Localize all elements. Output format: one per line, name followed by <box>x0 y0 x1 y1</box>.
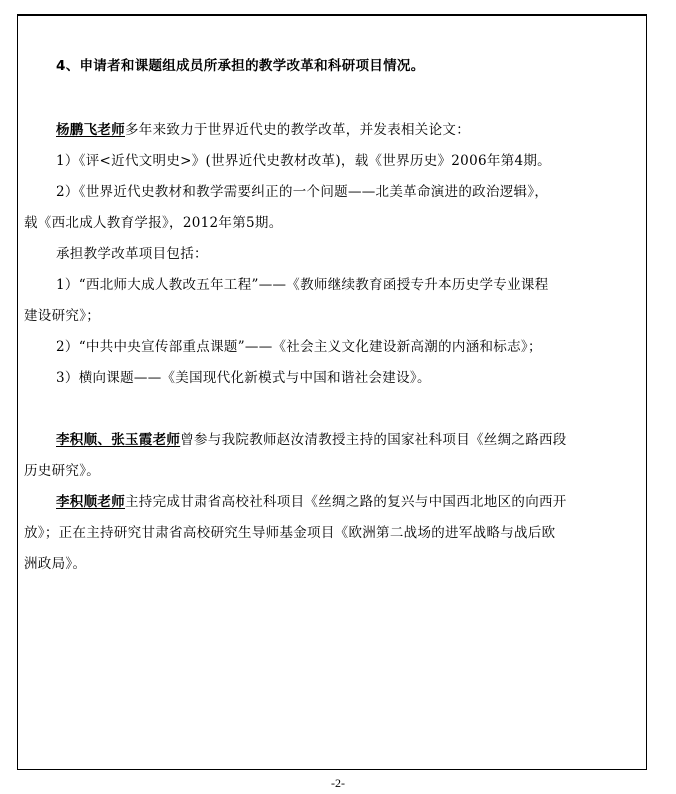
yang-paper-1: 1）《评<近代文明史>》(世界近代史教材改革)，载《世界历史》2006年第4期。 <box>56 153 551 169</box>
yang-projects-intro: 承担教学改革项目包括： <box>56 246 208 262</box>
li-zhang-text: 曾参与我院教师赵汝清教授主持的国家社科项目《丝绸之路西段 <box>180 432 567 448</box>
li-line-3: 洲政局》。 <box>24 556 87 572</box>
yang-project-2: 2）“中共中央宣传部重点课题”——《社会主义文化建设新高潮的内涵和标志》； <box>56 339 542 355</box>
li-text: 主持完成甘肃省高校社科项目《丝绸之路的复兴与中国西北地区的向西开 <box>125 494 567 510</box>
li-zhang-names: 李积顺、张玉霞老师 <box>56 432 181 448</box>
li-name: 李积顺老师 <box>56 494 125 510</box>
yang-project-1: 1）“西北师大成人教改五年工程”——《教师继续教育函授专升本历史学专业课程 <box>56 277 549 293</box>
yang-paper-2-cont: 载《西北成人教育学报》，2012年第5期。 <box>24 215 283 231</box>
yang-paragraph <box>56 122 470 138</box>
yang-project-3: 3）横向课题——《美国现代化新模式与中国和谐社会建设》。 <box>56 370 431 386</box>
li-paragraph <box>56 494 567 510</box>
li-zhang-paragraph <box>56 432 567 448</box>
li-zhang-text-cont: 历史研究》。 <box>24 463 101 479</box>
yang-intro: 多年来致力于世界近代史的教学改革，并发表相关论文： <box>125 122 470 138</box>
page-number: -2- <box>331 776 345 790</box>
yang-project-1-cont: 建设研究》； <box>24 308 101 324</box>
section-heading: 4、申请者和课题组成员所承担的教学改革和科研项目情况。 <box>56 58 425 74</box>
yang-paper-2: 2）《世界近代史教材和教学需要纠正的一个问题——北美革命演进的政治逻辑》， <box>56 184 549 200</box>
li-line-2: 放》；正在主持研究甘肃省高校研究生导师基金项目《欧洲第二战场的进军战略与战后欧 <box>24 525 556 541</box>
yang-name: 杨鹏飞老师 <box>56 122 125 138</box>
